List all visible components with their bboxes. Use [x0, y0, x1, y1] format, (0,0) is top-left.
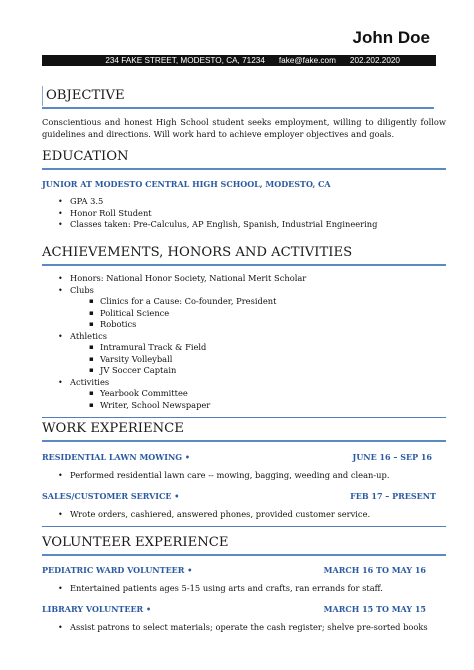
volunteer-section — [42, 534, 446, 633]
activities-list — [70, 388, 446, 411]
list-item: ▪ Robotics — [100, 319, 446, 331]
achievements-section — [42, 244, 446, 418]
education-school: JUNIOR AT MODESTO CENTRAL HIGH SCHOOL, MODESTO, CA — [42, 179, 331, 189]
list-item — [70, 285, 446, 331]
list-item: • GPA 3.5 — [70, 196, 446, 208]
list-item: • Classes taken: Pre-Calculus, AP English, Spanish, Industrial Engineering — [70, 219, 446, 231]
volunteer-rule — [42, 554, 446, 556]
work-rule — [42, 440, 446, 442]
contact-phone: 202.202.2020 — [349, 56, 400, 65]
activities-label: Activities — [70, 376, 110, 387]
list-item: ▪ Intramural Track & Field — [100, 342, 446, 354]
athletics-label: Athletics — [70, 330, 107, 341]
achievements-rule — [42, 264, 446, 266]
clubs-list — [70, 296, 446, 331]
job-row — [42, 452, 432, 462]
achievements-title: ACHIEVEMENTS, HONORS AND ACTIVITIES — [42, 245, 353, 260]
education-list — [42, 196, 446, 231]
job-role: RESIDENTIAL LAWN MOWING • — [42, 452, 191, 462]
list-item: • Performed residential lawn care -- mowing, bagging, weeding and clean-up. — [70, 470, 446, 482]
volunteer-role: LIBRARY VOLUNTEER • — [42, 603, 152, 614]
work-title: WORK EXPERIENCE — [42, 421, 184, 436]
list-item — [70, 377, 446, 412]
education-rule — [42, 168, 446, 170]
clubs-label: Clubs — [70, 284, 94, 295]
list-item: ▪ Varsity Volleyball — [100, 354, 446, 366]
volunteer-row — [42, 604, 426, 614]
list-item: • Honor Roll Student — [70, 208, 446, 220]
candidate-name: John Doe — [352, 28, 430, 47]
list-item — [70, 331, 446, 377]
volunteer-dates: MARCH 16 TO MAY 16 — [323, 565, 426, 575]
objective-title: OBJECTIVE — [46, 88, 125, 103]
volunteer-duties — [42, 583, 446, 595]
contact-bar — [42, 55, 436, 66]
job-duties — [42, 470, 446, 482]
job-duties — [42, 509, 446, 521]
list-item: ▪ Clinics for a Cause: Co-founder, President — [100, 296, 446, 308]
athletics-list — [70, 342, 446, 377]
objective-text: Conscientious and honest High School student seeks employment, willing to diligently follow guidelines and directions. Will work hard to achieve employer objectives and goals. — [42, 117, 446, 139]
volunteer-title: VOLUNTEER EXPERIENCE — [42, 535, 229, 550]
list-item: • Entertained patients ages 5-15 using arts and crafts, ran errands for staff. — [70, 583, 446, 595]
contact-email: fake@fake.com — [278, 56, 336, 65]
job-role: SALES/CUSTOMER SERVICE • — [42, 490, 180, 501]
education-title: EDUCATION — [42, 149, 129, 164]
contact-address: 234 FAKE STREET, MODESTO, CA, 71234 — [105, 56, 265, 65]
work-section — [42, 420, 446, 527]
job-dates: JUNE 16 – SEP 16 — [352, 452, 432, 462]
list-item: ▪ Yearbook Committee — [100, 388, 446, 400]
work-bottom-rule — [42, 526, 446, 527]
job-row — [42, 491, 436, 501]
list-item: ▪ Writer, School Newspaper — [100, 400, 446, 412]
objective-section — [42, 87, 446, 140]
volunteer-role: PEDIATRIC WARD VOLUNTEER • — [42, 565, 193, 575]
achievements-bottom-rule — [42, 417, 446, 418]
list-item: ▪ JV Soccer Captain — [100, 365, 446, 377]
list-item: • Honors: National Honor Society, National Merit Scholar — [70, 273, 446, 285]
education-section — [42, 148, 446, 231]
list-item: • Wrote orders, cashiered, answered phones, provided customer service. — [70, 509, 446, 521]
volunteer-dates: MARCH 15 TO MAY 15 — [323, 603, 426, 614]
volunteer-duties — [42, 622, 446, 634]
achievements-list — [42, 273, 446, 411]
objective-rule — [42, 107, 434, 109]
list-item: ▪ Political Science — [100, 308, 446, 320]
list-item: • Assist patrons to select materials; operate the cash register; shelve pre-sorted books — [70, 622, 446, 634]
job-dates: FEB 17 – PRESENT — [350, 490, 436, 501]
volunteer-row — [42, 565, 426, 575]
